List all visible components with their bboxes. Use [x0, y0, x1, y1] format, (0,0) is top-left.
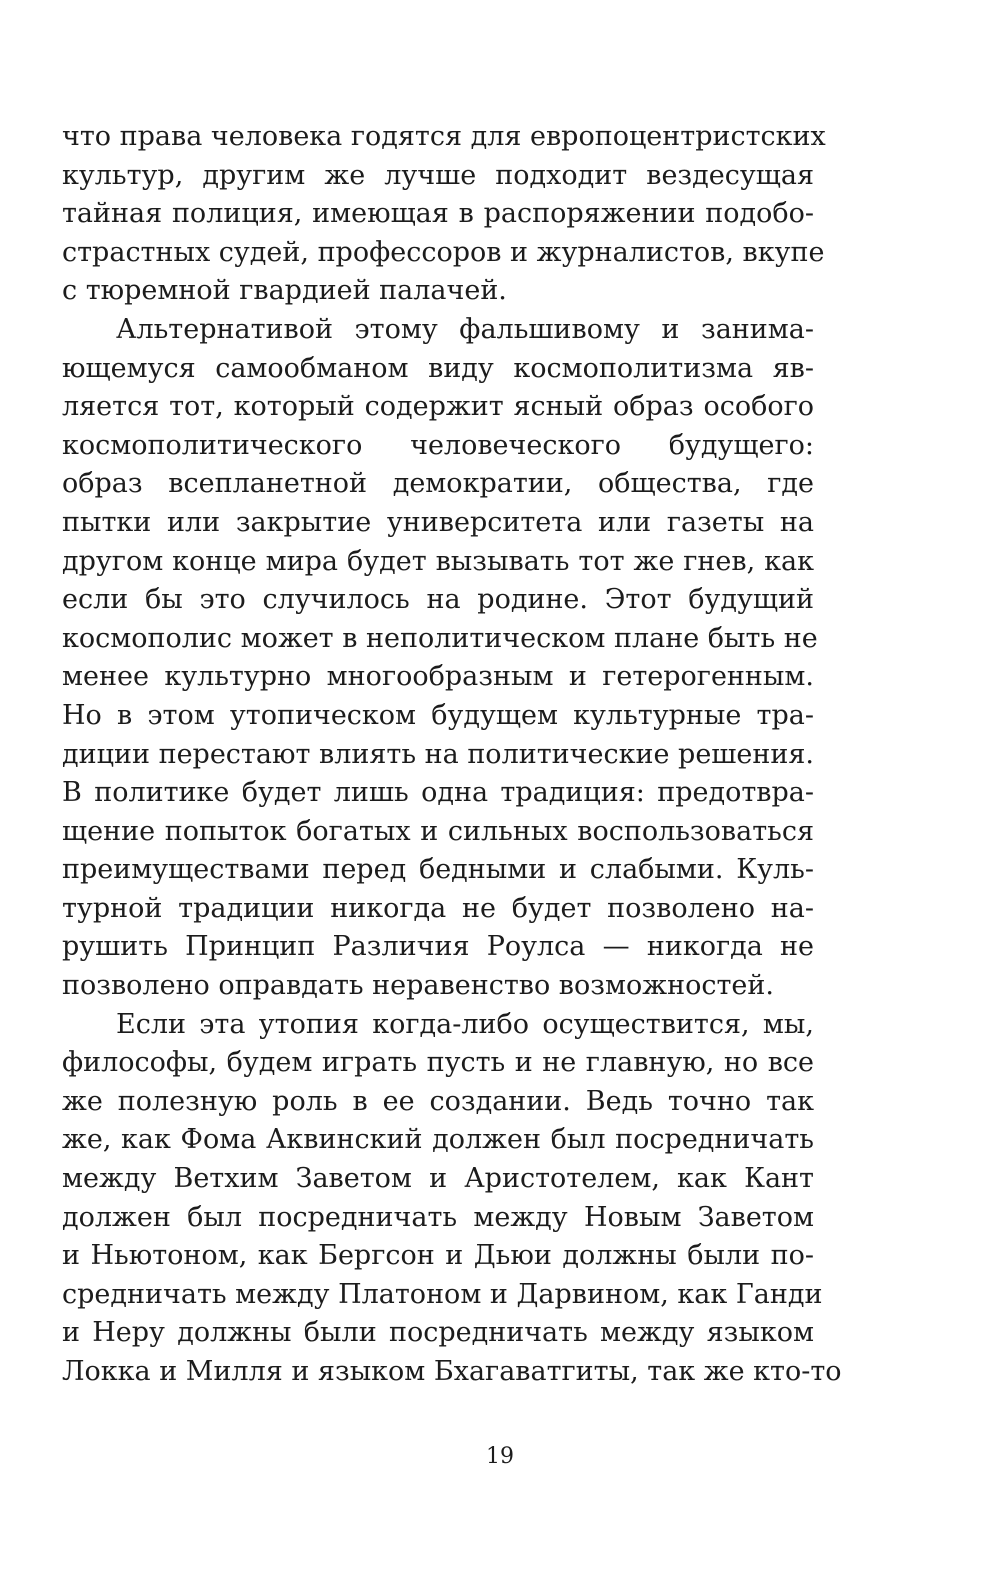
- text-line: другом конце мира будет вызывать тот же гнев, как: [62, 545, 814, 577]
- text-line: ющемуся самообманом виду космополитизма яв-: [62, 352, 814, 384]
- text-line: менее культурно многообразным и гетерогенным.: [62, 661, 814, 693]
- paragraph-1: [62, 118, 826, 311]
- text-line: средничать между Платоном и Дарвином, как Ганди: [62, 1278, 823, 1310]
- text-line: должен был посредничать между Новым Заветом: [62, 1201, 814, 1233]
- text-line: и Неру должны были посредничать между языком: [62, 1317, 814, 1349]
- text-line: рушить Принцип Различия Роулса — никогда не: [62, 931, 814, 963]
- text-line: и Ньютоном, как Бергсон и Дьюи должны были по-: [62, 1240, 814, 1272]
- text-line: же, как Фома Аквинский должен был посредничать: [62, 1124, 814, 1156]
- text-line: культур, другим же лучше подходит вездесущая: [62, 159, 814, 191]
- text-line: что права человека годятся для европоцентристских: [62, 121, 826, 152]
- text-line: страстных судей, профессоров и журналистов, вкупе: [62, 236, 825, 268]
- text-line: космополитического человеческого будущего:: [62, 429, 814, 461]
- text-line: между Ветхим Заветом и Аристотелем, как Кант: [62, 1163, 814, 1195]
- text-line: Но в этом утопическом будущем культурные тра-: [62, 699, 814, 731]
- body-text: [62, 118, 842, 1392]
- text-line: Если эта утопия когда-либо осуществится, мы,: [116, 1008, 814, 1040]
- text-line: турной традиции никогда не будет позволено на-: [62, 892, 814, 924]
- text-line: образ всепланетной демократии, общества, где: [62, 468, 814, 500]
- text-line: диции перестают влиять на политические решения.: [62, 738, 814, 770]
- text-line: преимуществами перед бедными и слабыми. Куль-: [62, 854, 814, 886]
- text-line: Локка и Милля и языком Бхагаватгиты, так же кто-то: [62, 1356, 842, 1387]
- text-line: ляется тот, который содержит ясный образ особого: [62, 391, 814, 423]
- text-line: философы, будем играть пусть и не главную, но все: [62, 1047, 814, 1079]
- paragraph-3: [62, 1006, 842, 1392]
- text-line: если бы это случилось на родине. Этот будущий: [62, 584, 814, 616]
- text-line: В политике будет лишь одна традиция: предотвра-: [62, 777, 814, 809]
- text-line: космополис может в неполитическом плане быть не: [62, 622, 818, 654]
- text-line: Альтернативой этому фальшивому и занима-: [116, 313, 814, 345]
- text-line: щение попыток богатых и сильных воспользоваться: [62, 815, 814, 847]
- text-line: пытки или закрытие университета или газеты на: [62, 506, 814, 538]
- text-line: же полезную роль в ее создании. Ведь точно так: [62, 1085, 814, 1117]
- page-number: 19: [486, 1444, 514, 1469]
- paragraph-2: [62, 311, 818, 1006]
- text-line: тайная полиция, имеющая в распоряжении подобо-: [62, 198, 814, 230]
- text-line: с тюремной гвардией палачей.: [62, 275, 507, 307]
- text-line: позволено оправдать неравенство возможностей.: [62, 970, 774, 1002]
